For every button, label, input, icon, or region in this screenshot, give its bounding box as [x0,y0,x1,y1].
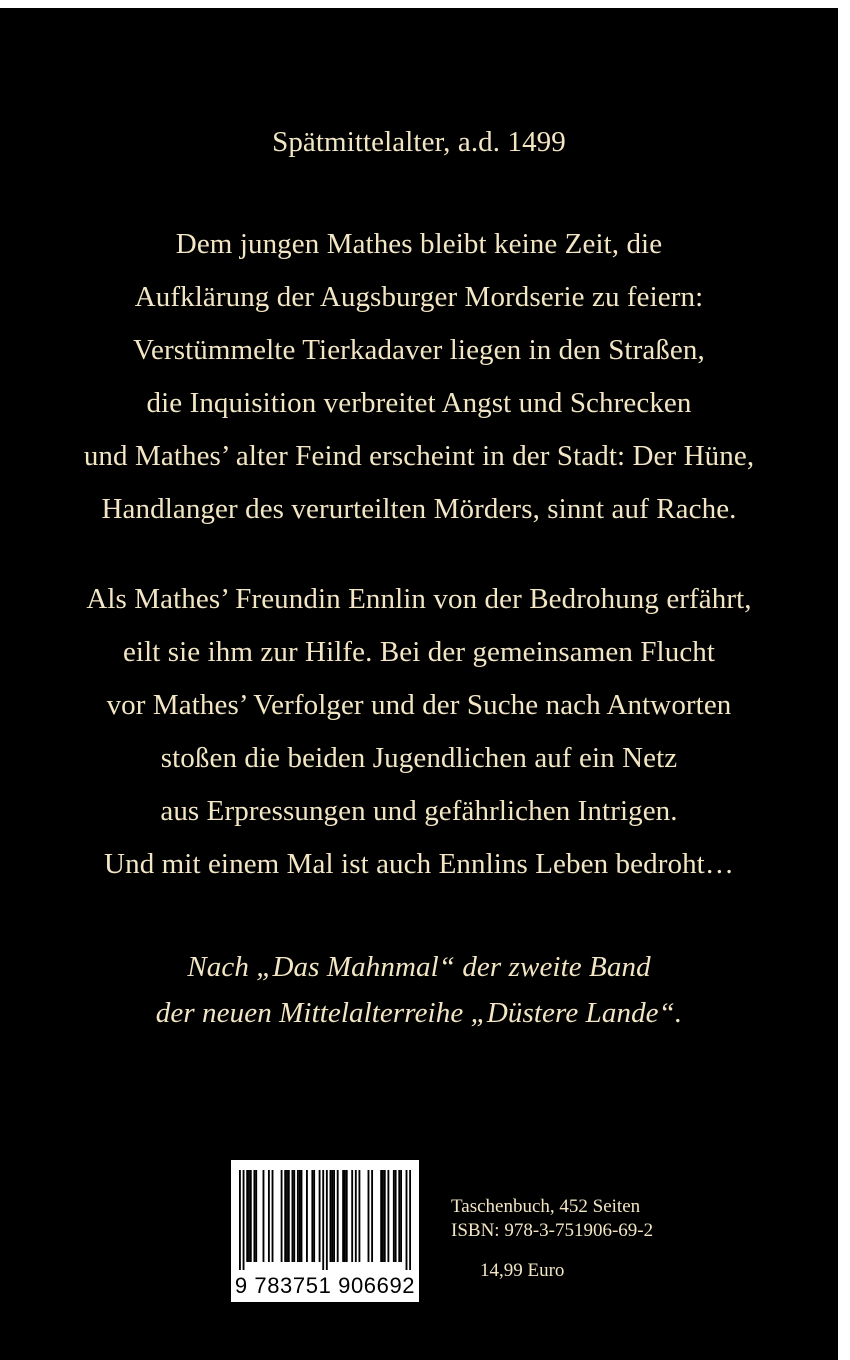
barcode-bar [387,1170,389,1262]
barcode-bar [286,1170,288,1262]
barcode-digits: 9 783751 906692 [234,1273,416,1298]
barcode-bar [358,1170,360,1262]
barcode-bar [301,1170,303,1262]
blurb-line: Dem jungen Mathes bleibt keine Zeit, die [175,228,663,260]
back-cover [0,8,838,1360]
blurb-line: vor Mathes’ Verfolger und der Suche nach Antworten [106,689,732,721]
barcode-bar [400,1170,402,1262]
barcode-bar [393,1170,395,1262]
barcode-bar [272,1170,274,1262]
barcode-bar [380,1170,382,1262]
barcode-bar [284,1170,286,1262]
barcode-bar [346,1170,348,1262]
tagline-line: Nach „Das Mahnmal“ der zweite Band [187,951,651,983]
barcode-bar [299,1170,301,1262]
barcode-bar [239,1170,241,1270]
barcode-bar [351,1170,353,1262]
barcode-bar [297,1170,299,1262]
isbn-text: ISBN: 978-3-751906-69-2 [451,1220,654,1241]
blurb-line: Handlanger des verurteilten Mörders, sinnt auf Rache. [101,493,737,525]
barcode-bar [406,1170,408,1270]
barcode-bar [243,1170,245,1270]
barcode-bar [355,1170,357,1262]
setting-line: Spätmittelalter, a.d. 1499 [272,126,566,158]
barcode-bar [246,1170,248,1262]
barcode-bar [342,1170,344,1262]
barcode-bar [333,1170,335,1262]
barcode-bar [255,1170,257,1262]
barcode-bar [253,1170,255,1262]
barcode-bar [382,1170,384,1262]
barcode-bar [311,1170,313,1262]
format-info: Taschenbuch, 452 Seiten [451,1196,641,1217]
barcode-bar [371,1170,373,1262]
barcode-bar [326,1170,328,1270]
isbn-barcode [231,1160,419,1302]
barcode-bar [292,1170,294,1262]
barcode-bars [239,1170,411,1270]
barcode-bar [330,1170,332,1262]
barcode-bar [288,1170,290,1262]
price-text: 14,99 Euro [480,1260,565,1281]
blurb-line: Verstümmelte Tierkadaver liegen in den Straßen, [133,334,705,366]
blurb-line: Und mit einem Mal ist auch Ennlins Leben bedroht… [104,848,734,880]
barcode-bar [313,1170,315,1262]
blurb-line: Aufklärung der Augsburger Mordserie zu feiern: [134,281,704,313]
blurb-line: aus Erpressungen und gefährlichen Intrigen. [160,795,678,827]
blurb-line: die Inquisition verbreitet Angst und Schrecken [146,387,692,419]
barcode-bar [250,1170,252,1262]
blurb-line: Als Mathes’ Freundin Ennlin von der Bedrohung erfährt, [86,583,752,615]
barcode-bar [248,1170,250,1262]
barcode-bar [409,1170,411,1270]
barcode-bar [368,1170,370,1262]
barcode-bar [263,1170,265,1262]
barcode-bar [331,1170,333,1262]
barcode-bar [268,1170,270,1262]
barcode-bar [281,1170,283,1262]
barcode-bar [293,1170,295,1262]
blurb-line: und Mathes’ alter Feind erscheint in der Stadt: Der Hüne, [83,440,755,472]
barcode-bar [322,1170,324,1270]
barcode-bar [344,1170,346,1262]
barcode-bar [319,1170,321,1262]
barcode-bar [398,1170,400,1262]
barcode-bar [395,1170,397,1262]
blurb-line: eilt sie ihm zur Hilfe. Bei der gemeinsamen Flucht [122,636,716,668]
blurb-line: stoßen die beiden Jugendlichen auf ein Netz [160,742,678,774]
barcode-bar [384,1170,386,1262]
barcode-bar [306,1170,308,1262]
barcode-bar [337,1170,339,1262]
tagline-line: der neuen Mittelalterreihe „Düstere Lande“. [155,997,683,1029]
